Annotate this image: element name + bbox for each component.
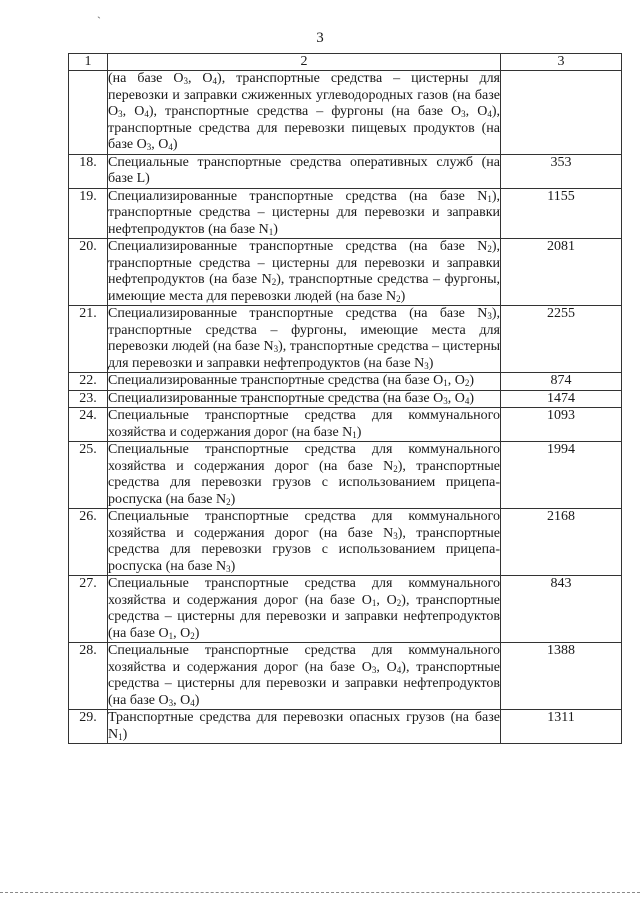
row-value: 2168 [501,509,622,576]
row-description: Специализированные транспортные средства (на базе $N_2$), транспортные средства – цистерны для перевозки и заправки нефтепродуктов (на базе $N_2$), транспортные средства – фургоны, имеющие места для перевозки людей (на базе $N_2$) [108,239,501,304]
row-value: 1388 [501,643,622,710]
row-value: 874 [501,373,622,391]
row-value: 2255 [501,306,622,373]
table-row [69,154,622,188]
row-value: 1474 [501,390,622,408]
table-row [69,408,622,442]
table-row [69,71,622,155]
row-value [501,71,622,155]
row-number: 19. [69,188,108,239]
row-value: 353 [501,154,622,188]
row-number: 29. [69,710,108,744]
table-row [69,373,622,391]
page-bottom-edge [0,892,640,893]
row-description: Специальные транспортные средства для коммунального хозяйства и содержания дорог (на базе $O_3$, $O_4$), транспортные средства – цистерны для перевозки и заправки нефтепродуктов (на базе $O_3$, $O_4$) [108,643,500,708]
row-number: 22. [69,373,108,391]
row-description: Специализированные транспортные средства (на базе $N_3$), транспортные средства – фургоны, имеющие места для перевозки людей (на базе $N_3$), транспортные средства – цистерны для перевозки и заправки нефтепродуктов (на базе $N_3$) [108,306,500,371]
row-description: Специализированные транспортные средства (на базе $O_1$, $O_2$) [108,373,501,391]
table-row [69,390,622,408]
row-description: Специализированные транспортные средства (на базе $N_1$), транспортные средства – цистерны для перевозки и заправки нефтепродуктов (на базе $N_1$) [108,188,500,237]
row-description: Специальные транспортные средства для коммунального хозяйства и содержания дорог (на базе $O_1$, $O_2$), транспортные средства – цистерны для перевозки и заправки нефтепродуктов (на базе $O_1$, $O_2$) [108,576,500,641]
table-row [69,306,622,373]
row-value: 1994 [501,442,622,509]
row-number: 27. [69,576,108,643]
header-col-3: 3 [501,54,622,71]
header-col-1: 1 [69,54,108,71]
row-value: 843 [501,576,622,643]
row-description: Специальные транспортные средства для коммунального хозяйства и содержания дорог (на базе $N_2$), транспортные средства для перевозки грузов с использованием прицепа-роспуска (на базе $N_2$) [108,442,500,507]
row-value: 1093 [501,408,622,442]
header-col-2: 2 [108,54,501,71]
table-row [69,188,622,239]
row-value: 2081 [501,239,622,306]
row-number: 18. [69,154,108,188]
row-value: 1155 [501,188,622,239]
row-number: 21. [69,306,108,373]
row-number: 26. [69,509,108,576]
table-header-row [69,54,622,71]
row-number: 24. [69,408,108,442]
row-description: Специализированные транспортные средства (на базе $O_3$, $O_4$) [108,390,501,408]
tariff-table [68,53,622,744]
row-number: 25. [69,442,108,509]
table-row [69,710,622,744]
table-row [69,509,622,576]
row-number: 28. [69,643,108,710]
row-description: (на базе $O_3$, $O_4$), транспортные средства – цистерны для перевозки и заправки сжиженных углеводородных газов (на базе $O_3$, $O_4$), транспортные средства – фургоны (на базе $O_3$, $O_4$), транспортные средства для перевозки пищевых продуктов (на базе $O_3$, $O_4$) [108,71,500,152]
row-number: 20. [69,239,108,306]
table-row [69,442,622,509]
row-number [69,71,108,155]
row-description: Специальные транспортные средства оперативных служб (на базе L) [108,154,500,186]
scan-mark: ` [97,14,101,28]
table-row [69,576,622,643]
table-row [69,239,622,306]
table-row [69,643,622,710]
page-number: 3 [316,30,324,46]
row-description: Транспортные средства для перевозки опасных грузов (на базе $N_1$) [108,710,500,742]
row-number: 23. [69,390,108,408]
row-value: 1311 [501,710,622,744]
row-description: Специальные транспортные средства для коммунального хозяйства и содержания дорог (на базе $N_1$) [108,408,500,440]
row-description: Специальные транспортные средства для коммунального хозяйства и содержания дорог (на базе $N_3$), транспортные средства для перевозки грузов с использованием прицепа-роспуска (на базе $N_3$) [108,509,500,574]
